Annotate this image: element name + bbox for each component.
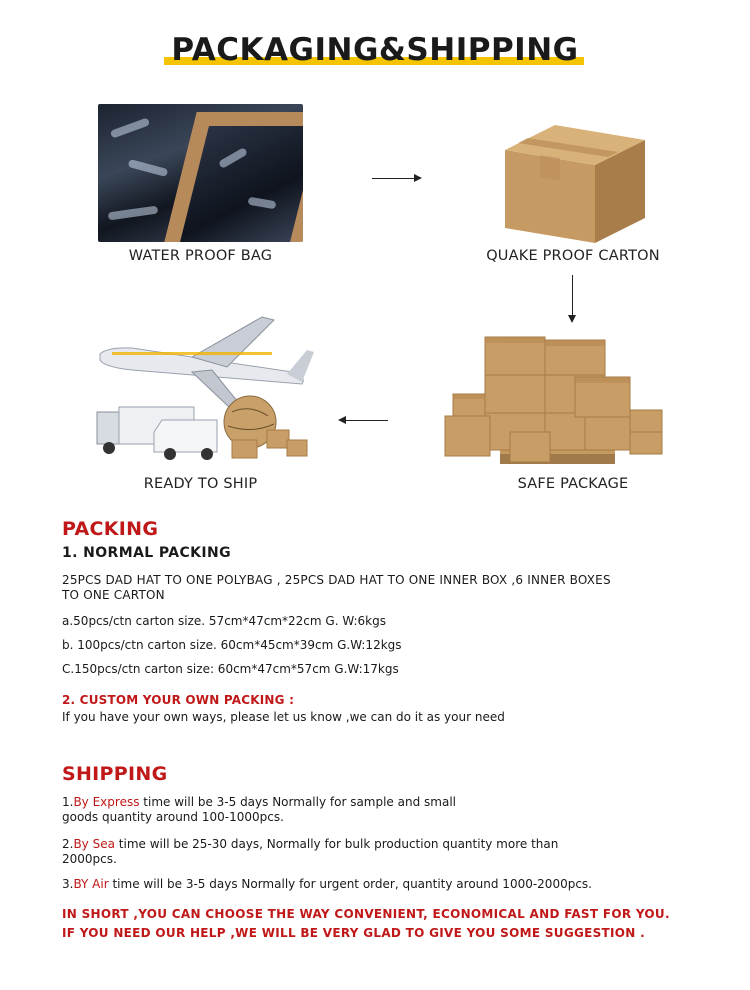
normal-packing-title: 1. NORMAL PACKING (62, 545, 232, 561)
shipping-express-line1: 1.By Express time will be 3-5 days Normally for sample and small (62, 795, 456, 809)
ready-to-ship-image (92, 312, 317, 467)
sea-method: By Sea (73, 837, 115, 851)
arrow-down-icon (572, 275, 573, 321)
shipping-sea-line1: 2.By Sea time will be 25-30 days, Normally for bulk production quantity more than (62, 837, 559, 851)
shipping-section-title: SHIPPING (62, 763, 168, 785)
arrow-right-icon (372, 178, 420, 179)
page-title: PACKAGING&SHIPPING (171, 32, 579, 68)
arrow-left-icon (340, 420, 388, 421)
packing-option-c: C.150pcs/ctn carton size: 60cm*47cm*57cm G.W:17kgs (62, 662, 399, 676)
shipping-sea-line2: 2000pcs. (62, 852, 117, 866)
safe-package-image (425, 332, 680, 472)
custom-packing-title: 2. CUSTOM YOUR OWN PACKING : (62, 693, 295, 707)
quake-proof-carton-image (500, 110, 650, 245)
summary-line1: IN SHORT ,YOU CAN CHOOSE THE WAY CONVENIENT, ECONOMICAL AND FAST FOR YOU. (62, 907, 670, 921)
step-label-ready-to-ship: READY TO SHIP (143, 476, 258, 492)
step-label-quake-proof-carton: QUAKE PROOF CARTON (486, 248, 660, 264)
shipping-air-line1: 3.BY Air time will be 3-5 days Normally for urgent order, quantity around 1000-2000pcs. (62, 877, 592, 891)
packing-option-b: b. 100pcs/ctn carton size. 60cm*45cm*39cm G.W:12kgs (62, 638, 402, 652)
step-label-safe-package: SAFE PACKAGE (517, 476, 629, 492)
express-method: By Express (73, 795, 140, 809)
packing-section-title: PACKING (62, 518, 159, 540)
custom-packing-desc: If you have your own ways, please let us know ,we can do it as your need (62, 710, 505, 724)
air-method: BY Air (73, 877, 109, 891)
normal-packing-desc-line2: TO ONE CARTON (62, 588, 165, 602)
shipping-express-line2: goods quantity around 100-1000pcs. (62, 810, 284, 824)
summary-line2: IF YOU NEED OUR HELP ,WE WILL BE VERY GLAD TO GIVE YOU SOME SUGGESTION . (62, 926, 645, 940)
page-header (0, 28, 750, 72)
packing-option-a: a.50pcs/ctn carton size. 57cm*47cm*22cm G. W:6kgs (62, 614, 386, 628)
step-label-water-proof-bag: WATER PROOF BAG (128, 248, 273, 264)
water-proof-bag-image (98, 104, 303, 242)
normal-packing-desc-line1: 25PCS DAD HAT TO ONE POLYBAG , 25PCS DAD HAT TO ONE INNER BOX ,6 INNER BOXES (62, 573, 611, 587)
